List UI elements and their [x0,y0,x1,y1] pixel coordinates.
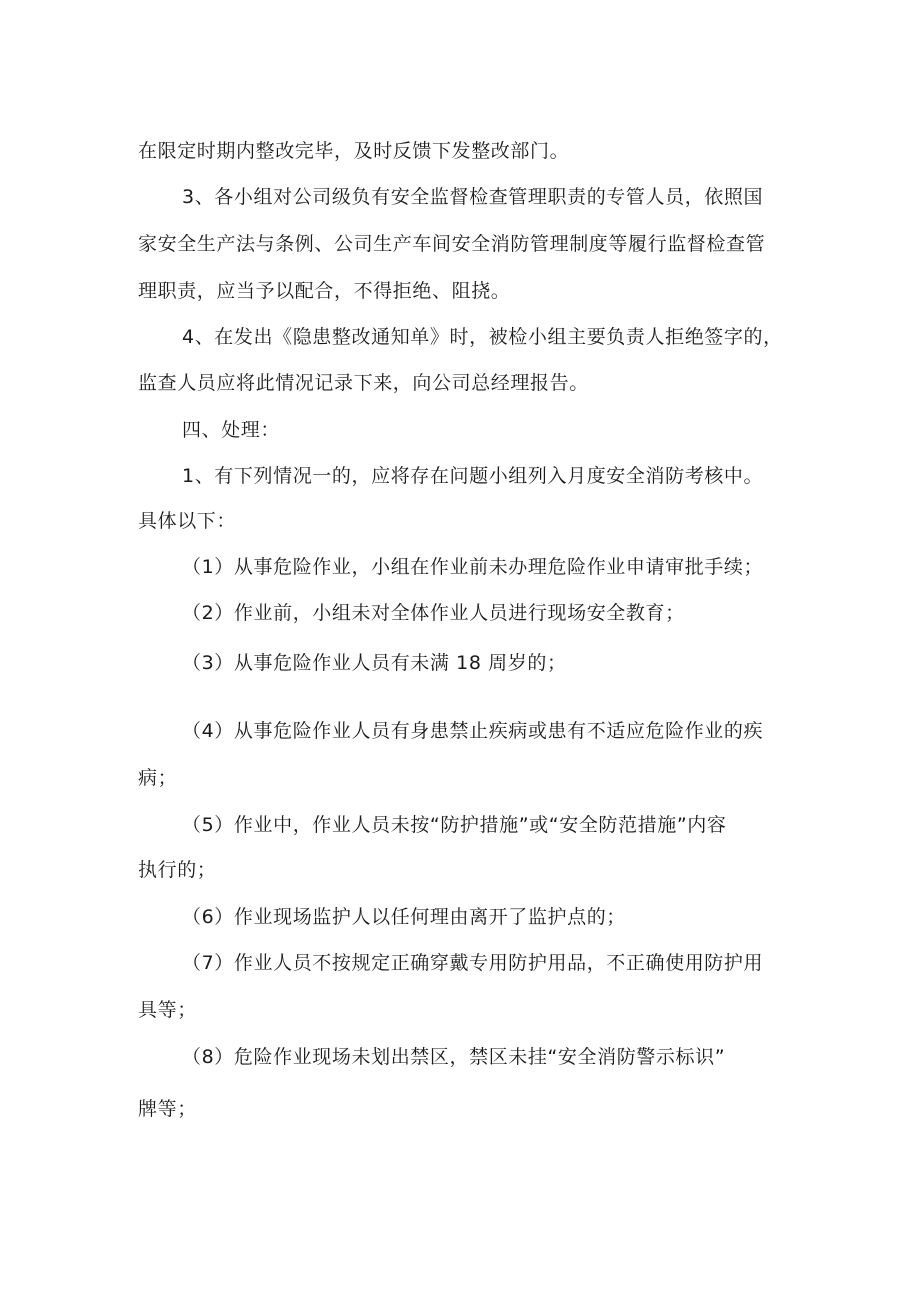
list-item-1: （1）从事危险作业，小组在作业前未办理危险作业申请审批手续； [182,556,764,578]
text-line-8: 1、有下列情况一的，应将存在问题小组列入月度安全消防考核中。 [182,465,764,487]
list-item-5-cont: 执行的； [138,859,217,881]
text-line-1: 在限定时期内整改完毕，及时反馈下发整改部门。 [138,140,570,162]
text-line-9: 具体以下： [138,510,237,532]
list-item-8-cont: 牌等； [138,1098,197,1120]
list-item-4-cont: 病； [138,767,178,789]
text-line-5: 4、在发出《隐患整改通知单》时，被检小组主要负责人拒绝签字的， [182,326,783,348]
list-item-2: （2）作业前，小组未对全体作业人员进行现场安全教育； [182,602,685,624]
text-line-6: 监查人员应将此情况记录下来，向公司总经理报告。 [138,372,589,394]
list-item-6: （6）作业现场监护人以任何理由离开了监护点的； [182,906,626,928]
text-line-3: 家安全生产法与条例、公司生产车间安全消防管理制度等履行监督检查管 [138,233,766,255]
list-item-3: （3）从事危险作业人员有未满 18 周岁的； [182,652,567,674]
text-line-4: 理职责，应当予以配合，不得拒绝、阻挠。 [138,280,511,302]
list-item-4: （4）从事危险作业人员有身患禁止疾病或患有不适应危险作业的疾 [182,720,764,742]
text-line-2: 3、各小组对公司级负有安全监督检查管理职责的专管人员，依照国 [182,186,764,208]
list-item-7: （7）作业人员不按规定正确穿戴专用防护用品，不正确使用防护用 [182,952,764,974]
list-item-5: （5）作业中，作业人员未按“防护措施”或“安全防范措施”内容 [182,814,727,836]
section-heading: 四、处理： [182,419,281,441]
list-item-7-cont: 具等； [138,999,197,1021]
list-item-8: （8）危险作业现场未划出禁区，禁区未挂“安全消防警示标识” [182,1046,726,1068]
